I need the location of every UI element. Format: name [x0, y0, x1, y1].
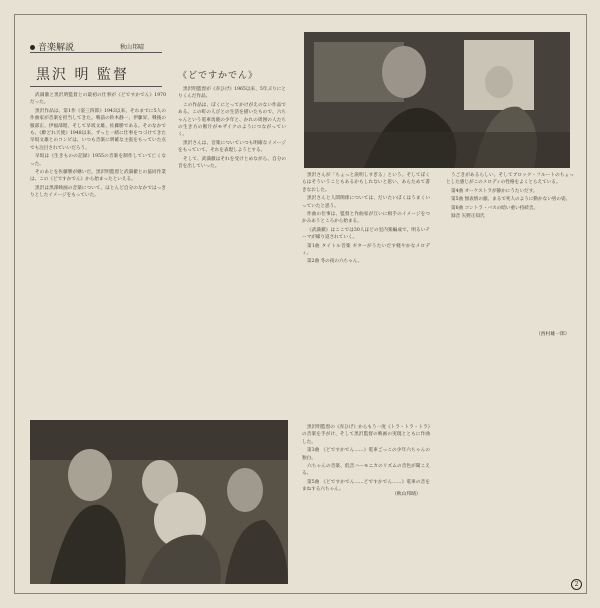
title-rule	[30, 86, 162, 87]
film-title: 《どですかでん》	[178, 71, 259, 81]
paragraph: 第4曲 オーケストラが静かにうたいだす。	[451, 188, 538, 194]
film-still-bottom	[30, 420, 288, 584]
header-rule	[30, 52, 162, 53]
paragraph: 第6曲 コントラ・バスの暗い重い持続音。	[451, 205, 539, 211]
paragraph: 黒沢明監督が《赤ひげ》1965以来、5年ぶりにとりくんだ作品。	[178, 87, 286, 100]
paragraph: 《武満徹》はここでは30人ほどの室内楽編成で、明るいテーマが繰り返されていく。	[302, 227, 430, 241]
section-label: 音楽解説	[38, 43, 75, 53]
paragraph: 第3曲 《どですかでん……》電車ごっこの少年六ちゃんの独白。	[302, 448, 430, 461]
paragraph: この作品は、ぼくにとってかけがえのない作品である。この町の人びとの生活を描いたもので、六ちゃんという電車馬鹿の少年と、かれの周囲の人たちの生き方の断片がモザイクのようにつながっていく。	[178, 102, 286, 138]
column-2	[178, 86, 286, 414]
paragraph: 六ちゃんの音楽、低音ハーモニカのリズムの音色が聞こえる。	[302, 464, 430, 477]
paragraph: 第1曲 タイトル音楽 ギターがうたいだす軽やかなメロディ。	[302, 243, 430, 257]
paragraph: 黒沢さんは、音楽についていつも明確なイメージをもっていて、それを表現しようとする。	[178, 140, 286, 154]
header-author: 秋山邦晴	[120, 44, 145, 51]
paragraph: 黒沢は黒澤映画の音楽について、ほとんど自分のなかではっきりとしたイメージをもっていた。	[30, 185, 166, 199]
credit-col4: （西村雄一郎）	[536, 332, 570, 337]
bullet-icon	[30, 45, 35, 50]
paragraph: 第5曲 《どですかでん……どですかでん……》電車の音をまねする六ちゃん。	[302, 479, 430, 493]
paragraph: 録音 矢野正知氏	[451, 214, 485, 220]
paragraph: 第5曲 無表情の顔、まるで死人のように動かない男の姿。	[451, 197, 571, 203]
paragraph: 黒沢さんと人間関係については、だいたいぼくはうまくいっていたと思う。	[302, 196, 430, 209]
paragraph: 第2曲 冬の夜の六ちゃん。	[307, 259, 363, 265]
paragraph: 黒沢明監督の《赤ひげ》からもう一度《トラ・トラ・トラ》の音楽を手がけ、そして黒沢監督の映画の実現とともに作曲した。	[302, 425, 430, 445]
paragraph: 黒沢さんが「ちょっと説明しすぎる」という。そしてぼくらはそういうこともあるかもしれないと思い、あらためて書きなおした。	[302, 173, 430, 193]
paragraph: そのあとを佐藤勝が継いだ。黒沢明監督と武満徹との協同作業は、この《どですかでん》から始まったといえる。	[30, 170, 166, 183]
credit-col3: （秋山邦晴）	[392, 492, 421, 497]
paragraph: うごきがあるらしい。そしてブロック・フルートのちょっとした感じがこのメロディの性格をよくとらえている。	[446, 173, 574, 186]
column-1	[30, 92, 166, 414]
paragraph: 武満徹と黒沢明監督との最初の仕事が《どですかでん》1970だった。	[30, 93, 166, 106]
paragraph: 黒沢作品は、第1作《姿三四郎》1943以来、それまでに5人の作曲家が音楽を担当してきた。戦前の鈴木静一、伊藤昇、戦後の服部正、伊福部昭、そして早坂文雄、佐藤勝である。そのなかでも、《酔どれ天使》1948以来、ずっと一緒に仕事をつづけてきた早坂文雄とのコンビは、いつも音楽に明確な主張をもっていた点でも注目されていいだろう。	[30, 108, 166, 151]
column-3-bottom	[302, 424, 430, 574]
paragraph: そして、武満徹はそれを受けとめながら、自分の音を出していった。	[178, 156, 286, 170]
paragraph: 作曲の仕事は、監督と作曲家が互いに相手のイメージをつかみあうところから始まる。	[302, 212, 430, 225]
paragraph: 早坂は《生きものの記録》1955の音楽を制作していて亡くなった。	[30, 154, 166, 167]
main-title: 黒沢 明 監督	[36, 67, 129, 83]
page-number: 2	[571, 579, 582, 590]
film-still-top	[304, 32, 570, 168]
column-4	[446, 172, 574, 592]
